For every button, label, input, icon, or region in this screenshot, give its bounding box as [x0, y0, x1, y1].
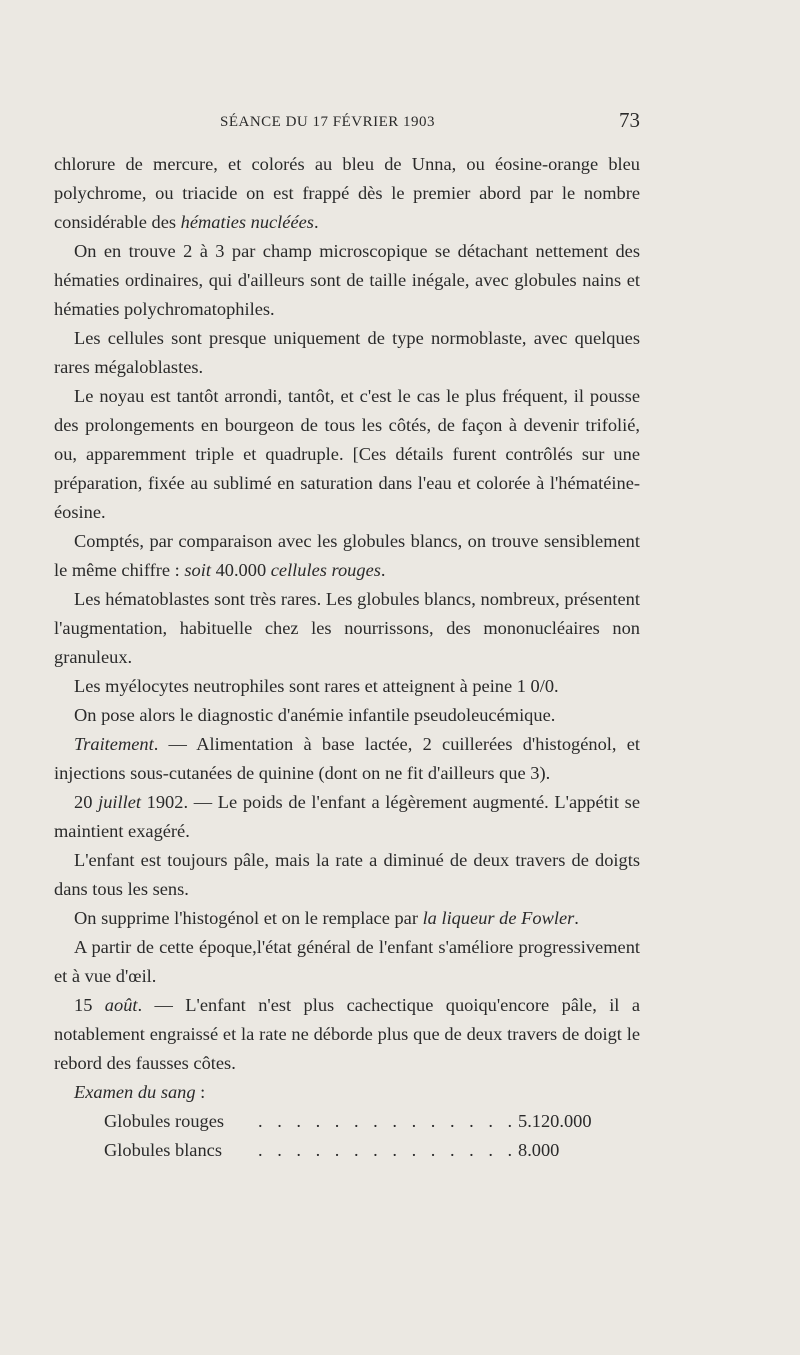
text-run: Les hématoblastes sont très rares. Les globules blancs, nombreux, présentent l'augmentation, habituelle chez les nourrissons, des mononucléaires non granuleux. — [54, 589, 640, 667]
paragraphs — [54, 150, 640, 1107]
paragraph — [54, 701, 640, 730]
text-run: 1902. — Le poids de l'enfant a légèrement augmenté. L'appétit se maintient exagéré. — [54, 792, 640, 841]
table-row — [54, 1107, 640, 1136]
paragraph — [54, 788, 640, 846]
blood-exam-table — [54, 1107, 640, 1165]
row-value: 8.000 — [518, 1140, 560, 1160]
text-run: Le noyau est tantôt arrondi, tantôt, et c'est le cas le plus fréquent, il pousse des prolongements en bourgeon de tous les côtés, de façon à devenir trifolié, ou, apparemment triple et quadruple. [Ces détails furent contrôlés sur une préparation, fixée au sublimé en saturation dans l'eau et colorée à l'hématéine-éosine. — [54, 386, 640, 522]
text-run: On pose alors le diagnostic d'anémie infantile pseudoleucémique. — [74, 705, 556, 725]
text-run: . — [574, 908, 579, 928]
paragraph — [54, 730, 640, 788]
text-run: Comptés, par comparaison avec les globules blancs, on trouve sensiblement le même chiffre : — [54, 531, 640, 580]
paragraph — [54, 382, 640, 527]
paragraph — [54, 1078, 640, 1107]
paragraph — [54, 527, 640, 585]
page-header — [60, 108, 640, 142]
italic-run: hématies nucléées — [180, 212, 314, 232]
paragraph — [54, 150, 640, 237]
text-run: . — [380, 560, 386, 580]
leader-dots: . . . . . . . . . . . . . . — [258, 1140, 518, 1160]
page-number: 73 — [619, 108, 640, 132]
text-run: On supprime l'histogénol et on le remplace par — [74, 908, 423, 928]
text-run: Les myélocytes neutrophiles sont rares et atteignent à peine 1 0/0. — [74, 676, 559, 696]
text-run: 40.000 — [210, 560, 271, 580]
table-row — [54, 1136, 640, 1165]
text-run: L'enfant est toujours pâle, mais la rate a diminué de deux travers de doigts dans tous les sens. — [54, 850, 640, 899]
italic-run: soit — [184, 560, 211, 580]
text-run: . — L'enfant n'est plus cachectique quoiqu'encore pâle, il a notablement engraissé et la rate ne déborde plus que de deux travers de doigt le rebord des fausses côtes. — [54, 995, 640, 1073]
text-run: Les cellules sont presque uniquement de type normoblaste, avec quelques rares mégaloblastes. — [54, 328, 640, 377]
paragraph — [54, 846, 640, 904]
text-run: A partir de cette époque,l'état général de l'enfant s'améliore progressivement et à vue d'œil. — [54, 937, 640, 986]
italic-run: Examen du sang — [74, 1082, 196, 1102]
italic-run: cellules rouges — [270, 560, 381, 580]
paragraph — [54, 904, 640, 933]
paragraph — [54, 672, 640, 701]
paragraph — [54, 933, 640, 991]
italic-run: la liqueur de Fowler — [422, 908, 575, 928]
text-run: 20 — [74, 792, 99, 812]
paragraph — [54, 585, 640, 672]
body-text — [54, 150, 640, 1165]
text-run: On en trouve 2 à 3 par champ microscopique se détachant nettement des hématies ordinaires, qui d'ailleurs sont de taille inégale, avec globules nains et hématies polychromatophiles. — [54, 241, 640, 319]
italic-run: Traitement — [74, 734, 154, 754]
running-title: SÉANCE DU 17 FÉVRIER 1903 — [220, 114, 436, 130]
text-run: . — Alimentation à base lactée, 2 cuillerées d'histogénol, et injections sous-cutanées de quinine (dont on ne fit d'ailleurs que 3). — [54, 734, 640, 783]
leader-dots: . . . . . . . . . . . . . . — [258, 1111, 518, 1131]
row-value: 5.120.000 — [518, 1111, 592, 1131]
italic-run: juillet — [98, 792, 141, 812]
text-run: . — [313, 212, 319, 232]
paragraph — [54, 237, 640, 324]
text-run: 15 — [74, 995, 105, 1015]
row-label: Globules rouges — [104, 1111, 225, 1131]
paragraph — [54, 991, 640, 1078]
paragraph — [54, 324, 640, 382]
text-run: : — [195, 1082, 206, 1102]
row-label: Globules blancs — [104, 1140, 222, 1160]
italic-run: août — [104, 995, 138, 1015]
text-run: chlorure de mercure, et colorés au bleu de Unna, ou éosine-orange bleu polychrome, ou triacide on est frappé dès le premier abord par le nombre considérable des — [54, 154, 640, 232]
